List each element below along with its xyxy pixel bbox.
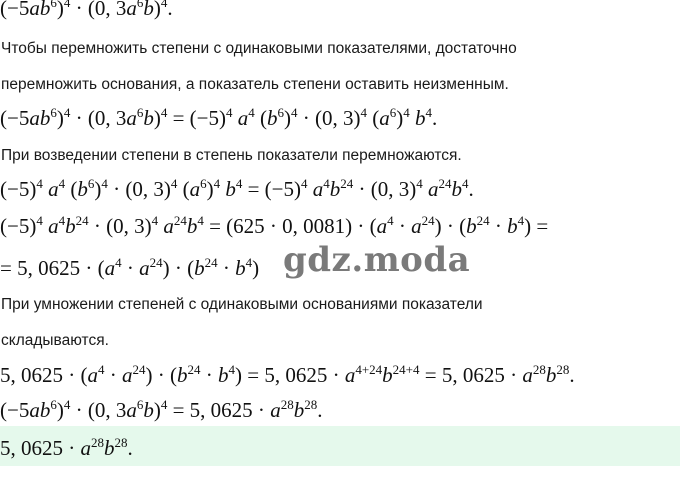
expression-line-6: 5, $0625 \cdot (a^4 \cdot a^{24}) \cdot (b^{24} \cdot b^4) = 5$, $0625 \cdot a^{4+24}b^{24+4} = 5$, $0625 \cdot a^{28}b^{28}$. [0,362,575,387]
explanation-text-2: перемножить основания, а показатель степени оставить неизменным. [1,76,509,93]
expression-line-5: = 5, $0625 \cdot (a^4 \cdot a^{24}) \cdot (b^{24} \cdot b^4)$ [0,255,260,280]
explanation-text-4: При умножении степеней с одинаковыми основаниями показатели [1,296,483,313]
expression-line-7: $(-5ab^6)^4 \cdot (0$, $3a^6b)^4 = 5$, $0625 \cdot a^{28}b^{28}$. [0,397,323,422]
explanation-text-3: При возведении степени в степень показатели перемножаются. [1,147,462,164]
watermark-logo: gdz.moda [283,240,471,280]
final-answer: 5, $0625 \cdot a^{28}b^{28}$. [0,435,133,460]
expression-line-3: $(-5)^4$ $a^4$ $(b^6)^4 \cdot (0$, 3)$^4$ $(a^6)^4$ $b^4 = (-5)^4$ $a^4b^{24} \cdot (0$, 3)$^4$ $a^{24}b^4$. [0,176,474,201]
expression-line-2: $(-5ab^6)^4 \cdot (0$, $3a^6b)^4 = (-5)^4$ $a^4$ $(b^6)^4 \cdot (0$, 3)$^4$ $(a^6)^4$ $b^4$. [0,105,438,130]
expression-line-1: $(-5ab^6)^4 \cdot (0$, $3a^6b)^4$. [0,0,173,20]
expression-line-4: $(-5)^4$ $a^4b^{24} \cdot (0$, 3)$^4$ $a^{24}b^4 = (625 \cdot 0$, $0081) \cdot (a^4 \cdot a^{24}) \cdot (b^{24} \cdot b^4)$ = [0,213,549,238]
explanation-text-1: Чтобы перемножить степени с одинаковыми показателями, достаточно [1,40,517,57]
explanation-text-5: складываются. [1,332,109,349]
